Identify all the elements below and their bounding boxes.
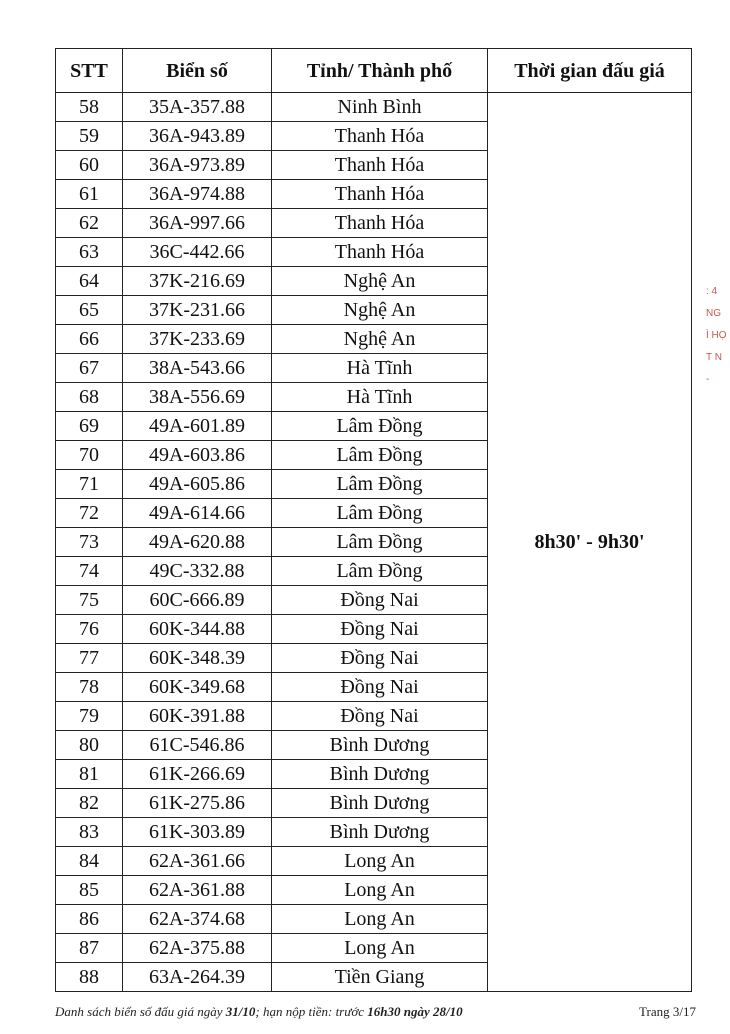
row-province: Bình Dương — [272, 789, 488, 818]
row-stt: 84 — [56, 847, 123, 876]
row-stt: 60 — [56, 151, 123, 180]
row-plate: 49A-605.86 — [123, 470, 272, 499]
footer-middle: ; hạn nộp tiền: trước — [255, 1004, 368, 1019]
row-province: Lâm Đồng — [272, 470, 488, 499]
stamp-fragment: : 4 — [706, 286, 718, 297]
row-province: Tiền Giang — [272, 963, 488, 992]
row-plate: 37K-216.69 — [123, 267, 272, 296]
row-plate: 36A-973.89 — [123, 151, 272, 180]
row-plate: 60K-344.88 — [123, 615, 272, 644]
row-plate: 62A-375.88 — [123, 934, 272, 963]
row-stt: 64 — [56, 267, 123, 296]
table-body — [56, 93, 692, 992]
row-plate: 38A-543.66 — [123, 354, 272, 383]
row-stt: 67 — [56, 354, 123, 383]
row-province: Long An — [272, 876, 488, 905]
row-stt: 75 — [56, 586, 123, 615]
row-province: Thanh Hóa — [272, 122, 488, 151]
row-stt: 66 — [56, 325, 123, 354]
row-stt: 62 — [56, 209, 123, 238]
row-plate: 63A-264.39 — [123, 963, 272, 992]
header-auction-time: Thời gian đấu giá — [488, 49, 692, 93]
row-stt: 76 — [56, 615, 123, 644]
page-number: Trang 3/17 — [639, 1004, 696, 1019]
row-stt: 63 — [56, 238, 123, 267]
row-plate: 36A-974.88 — [123, 180, 272, 209]
row-plate: 49A-601.89 — [123, 412, 272, 441]
row-plate: 62A-361.66 — [123, 847, 272, 876]
row-stt: 80 — [56, 731, 123, 760]
row-province: Lâm Đồng — [272, 412, 488, 441]
row-stt: 73 — [56, 528, 123, 557]
row-plate: 61K-266.69 — [123, 760, 272, 789]
row-plate: 61K-275.86 — [123, 789, 272, 818]
table-header-row — [56, 49, 692, 93]
row-plate: 36A-943.89 — [123, 122, 272, 151]
row-province: Bình Dương — [272, 818, 488, 847]
header-province: Tỉnh/ Thành phố — [272, 49, 488, 93]
row-plate: 49A-620.88 — [123, 528, 272, 557]
partial-red-stamp — [706, 285, 730, 425]
row-province: Bình Dương — [272, 731, 488, 760]
row-plate: 60K-349.68 — [123, 673, 272, 702]
row-province: Thanh Hóa — [272, 180, 488, 209]
auction-time-slot: 8h30' - 9h30' — [488, 93, 692, 992]
row-stt: 58 — [56, 93, 123, 122]
row-stt: 77 — [56, 644, 123, 673]
footer-note — [55, 1004, 695, 1020]
table-row — [56, 93, 692, 122]
row-plate: 38A-556.69 — [123, 383, 272, 412]
row-province: Lâm Đồng — [272, 528, 488, 557]
row-plate: 62A-361.88 — [123, 876, 272, 905]
row-province: Nghệ An — [272, 296, 488, 325]
row-province: Đồng Nai — [272, 615, 488, 644]
row-plate: 35A-357.88 — [123, 93, 272, 122]
row-stt: 79 — [56, 702, 123, 731]
footer-prefix: Danh sách biển số đấu giá ngày — [55, 1004, 226, 1019]
footer-deadline: 16h30 ngày 28/10 — [367, 1004, 463, 1019]
row-plate: 61C-546.86 — [123, 731, 272, 760]
row-plate: 49A-614.66 — [123, 499, 272, 528]
row-province: Nghệ An — [272, 267, 488, 296]
row-stt: 65 — [56, 296, 123, 325]
row-province: Đồng Nai — [272, 644, 488, 673]
row-province: Lâm Đồng — [272, 499, 488, 528]
row-stt: 59 — [56, 122, 123, 151]
row-plate: 36A-997.66 — [123, 209, 272, 238]
auction-table — [55, 48, 692, 992]
row-plate: 49C-332.88 — [123, 557, 272, 586]
row-plate: 60K-348.39 — [123, 644, 272, 673]
row-plate: 60C-666.89 — [123, 586, 272, 615]
row-plate: 60K-391.88 — [123, 702, 272, 731]
row-province: Đồng Nai — [272, 673, 488, 702]
row-plate: 37K-233.69 — [123, 325, 272, 354]
row-stt: 74 — [56, 557, 123, 586]
row-province: Lâm Đồng — [272, 441, 488, 470]
row-province: Bình Dương — [272, 760, 488, 789]
row-stt: 83 — [56, 818, 123, 847]
stamp-fragment: NG — [706, 308, 721, 319]
header-plate: Biển số — [123, 49, 272, 93]
row-province: Đồng Nai — [272, 586, 488, 615]
row-province: Nghệ An — [272, 325, 488, 354]
row-province: Đồng Nai — [272, 702, 488, 731]
row-province: Thanh Hóa — [272, 238, 488, 267]
row-stt: 72 — [56, 499, 123, 528]
row-province: Thanh Hóa — [272, 209, 488, 238]
row-province: Long An — [272, 905, 488, 934]
stamp-fragment: T N — [706, 352, 722, 363]
row-stt: 78 — [56, 673, 123, 702]
row-stt: 71 — [56, 470, 123, 499]
row-province: Long An — [272, 847, 488, 876]
row-province: Hà Tĩnh — [272, 383, 488, 412]
stamp-fragment: Ì HỌ — [706, 330, 727, 341]
row-stt: 68 — [56, 383, 123, 412]
row-stt: 82 — [56, 789, 123, 818]
row-stt: 81 — [56, 760, 123, 789]
row-province: Ninh Bình — [272, 93, 488, 122]
row-province: Lâm Đồng — [272, 557, 488, 586]
row-stt: 86 — [56, 905, 123, 934]
row-plate: 36C-442.66 — [123, 238, 272, 267]
row-stt: 87 — [56, 934, 123, 963]
row-province: Thanh Hóa — [272, 151, 488, 180]
row-stt: 88 — [56, 963, 123, 992]
row-plate: 49A-603.86 — [123, 441, 272, 470]
row-province: Long An — [272, 934, 488, 963]
row-province: Hà Tĩnh — [272, 354, 488, 383]
row-stt: 70 — [56, 441, 123, 470]
header-stt: STT — [56, 49, 123, 93]
footer-auction-date: 31/10 — [225, 1004, 256, 1019]
row-plate: 37K-231.66 — [123, 296, 272, 325]
row-stt: 85 — [56, 876, 123, 905]
row-stt: 69 — [56, 412, 123, 441]
row-stt: 61 — [56, 180, 123, 209]
row-plate: 61K-303.89 — [123, 818, 272, 847]
stamp-fragment: - — [706, 374, 710, 385]
row-plate: 62A-374.68 — [123, 905, 272, 934]
